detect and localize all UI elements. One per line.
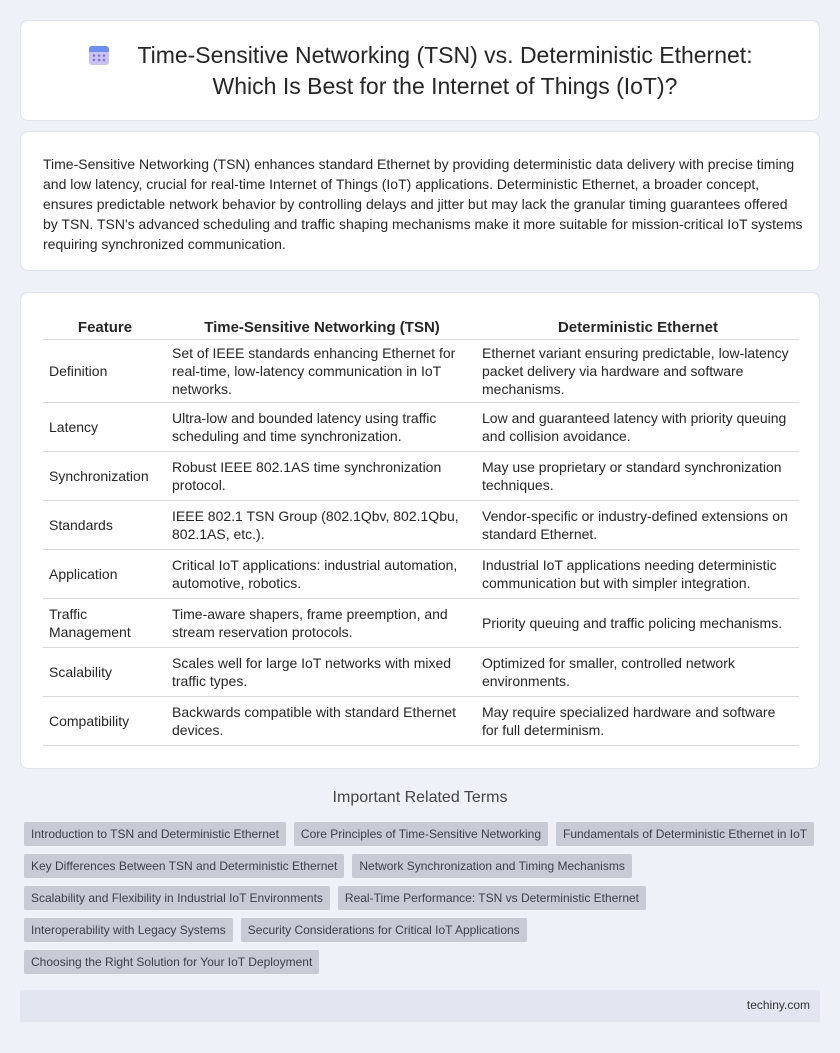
table-row	[43, 550, 799, 599]
table-header-row	[43, 315, 799, 340]
tsn-cell: IEEE 802.1 TSN Group (802.1Qbv, 802.1Qbu, 802.1AS, etc.).	[167, 501, 477, 550]
comparison-table-card	[20, 292, 820, 769]
related-term-tag[interactable]: Real-Time Performance: TSN vs Deterministic Ethernet	[338, 886, 646, 910]
title-card	[20, 20, 820, 121]
intro-paragraph: Time-Sensitive Networking (TSN) enhances standard Ethernet by providing deterministic data delivery with precise timing and low latency, crucial for real-time Internet of Things (IoT) applications. Deterministic Ethernet, a broader concept, ensures predictable network behavior by controlling delays and jitter but may lack the granular timing guarantees offered by TSN. TSN's advanced scheduling and traffic shaping mechanisms make it more suitable for mission-critical IoT systems requiring synchronized communication.	[43, 156, 803, 252]
table-row	[43, 501, 799, 550]
header-tsn: Time-Sensitive Networking (TSN)	[167, 315, 477, 340]
feature-cell: Application	[43, 550, 167, 599]
det-ethernet-cell: Low and guaranteed latency with priority queuing and collision avoidance.	[477, 403, 799, 452]
feature-cell: Latency	[43, 403, 167, 452]
tsn-cell: Ultra-low and bounded latency using traffic scheduling and time synchronization.	[167, 403, 477, 452]
footer	[20, 990, 820, 1022]
tsn-cell: Scales well for large IoT networks with mixed traffic types.	[167, 648, 477, 697]
tsn-cell: Critical IoT applications: industrial automation, automotive, robotics.	[167, 550, 477, 599]
page-title-line-2: Which Is Best for the Internet of Things (IoT)?	[212, 72, 678, 99]
related-term-tag[interactable]: Core Principles of Time-Sensitive Networking	[294, 822, 548, 846]
feature-cell: Standards	[43, 501, 167, 550]
det-ethernet-cell: Vendor-specific or industry-defined extensions on standard Ethernet.	[477, 501, 799, 550]
det-ethernet-cell: Industrial IoT applications needing deterministic communication but with simpler integration.	[477, 550, 799, 599]
related-term-tag[interactable]: Scalability and Flexibility in Industrial IoT Environments	[24, 886, 330, 910]
page-title	[137, 40, 752, 102]
feature-cell: Traffic Management	[43, 599, 167, 648]
det-ethernet-cell: Priority queuing and traffic policing mechanisms.	[477, 599, 799, 648]
title-row	[21, 21, 819, 120]
header-feature: Feature	[43, 315, 167, 340]
related-term-tag[interactable]: Key Differences Between TSN and Deterministic Ethernet	[24, 854, 344, 878]
footer-site-link[interactable]: techiny.com	[746, 998, 810, 1012]
related-term-tag[interactable]: Interoperability with Legacy Systems	[24, 918, 233, 942]
det-ethernet-cell: May use proprietary or standard synchronization techniques.	[477, 452, 799, 501]
table-row	[43, 648, 799, 697]
tsn-cell: Set of IEEE standards enhancing Ethernet for real-time, low-latency communication in IoT networks.	[167, 340, 477, 403]
det-ethernet-cell: May require specialized hardware and software for full determinism.	[477, 697, 799, 746]
tsn-cell: Robust IEEE 802.1AS time synchronization protocol.	[167, 452, 477, 501]
related-term-tag[interactable]: Security Considerations for Critical IoT Applications	[241, 918, 527, 942]
related-terms-list	[24, 822, 824, 982]
table-row	[43, 599, 799, 648]
header-deterministic-ethernet: Deterministic Ethernet	[477, 315, 799, 340]
feature-cell: Compatibility	[43, 697, 167, 746]
related-term-tag[interactable]: Choosing the Right Solution for Your IoT Deployment	[24, 950, 319, 974]
related-term-tag[interactable]: Network Synchronization and Timing Mechanisms	[352, 854, 631, 878]
feature-cell: Synchronization	[43, 452, 167, 501]
tag-row	[24, 822, 824, 846]
table-row	[43, 403, 799, 452]
det-ethernet-cell: Ethernet variant ensuring predictable, low-latency packet delivery via hardware and software mechanisms.	[477, 340, 799, 403]
tag-row	[24, 950, 824, 974]
tag-row	[24, 918, 824, 942]
page-title-line-1: Time-Sensitive Networking (TSN) vs. Deterministic Ethernet:	[137, 41, 753, 68]
tag-row	[24, 886, 824, 910]
table-row	[43, 697, 799, 746]
tsn-cell: Backwards compatible with standard Ethernet devices.	[167, 697, 477, 746]
feature-cell: Definition	[43, 340, 167, 403]
det-ethernet-cell: Optimized for smaller, controlled network environments.	[477, 648, 799, 697]
related-term-tag[interactable]: Introduction to TSN and Deterministic Ethernet	[24, 822, 286, 846]
table-row	[43, 340, 799, 403]
tsn-cell: Time-aware shapers, frame preemption, and stream reservation protocols.	[167, 599, 477, 648]
feature-cell: Scalability	[43, 648, 167, 697]
related-terms-heading: Important Related Terms	[332, 789, 508, 806]
calendar-icon	[87, 43, 111, 67]
tag-row	[24, 854, 824, 878]
related-term-tag[interactable]: Fundamentals of Deterministic Ethernet in IoT	[556, 822, 814, 846]
table-row	[43, 452, 799, 501]
comparison-table	[43, 315, 799, 746]
intro-card	[20, 131, 820, 271]
